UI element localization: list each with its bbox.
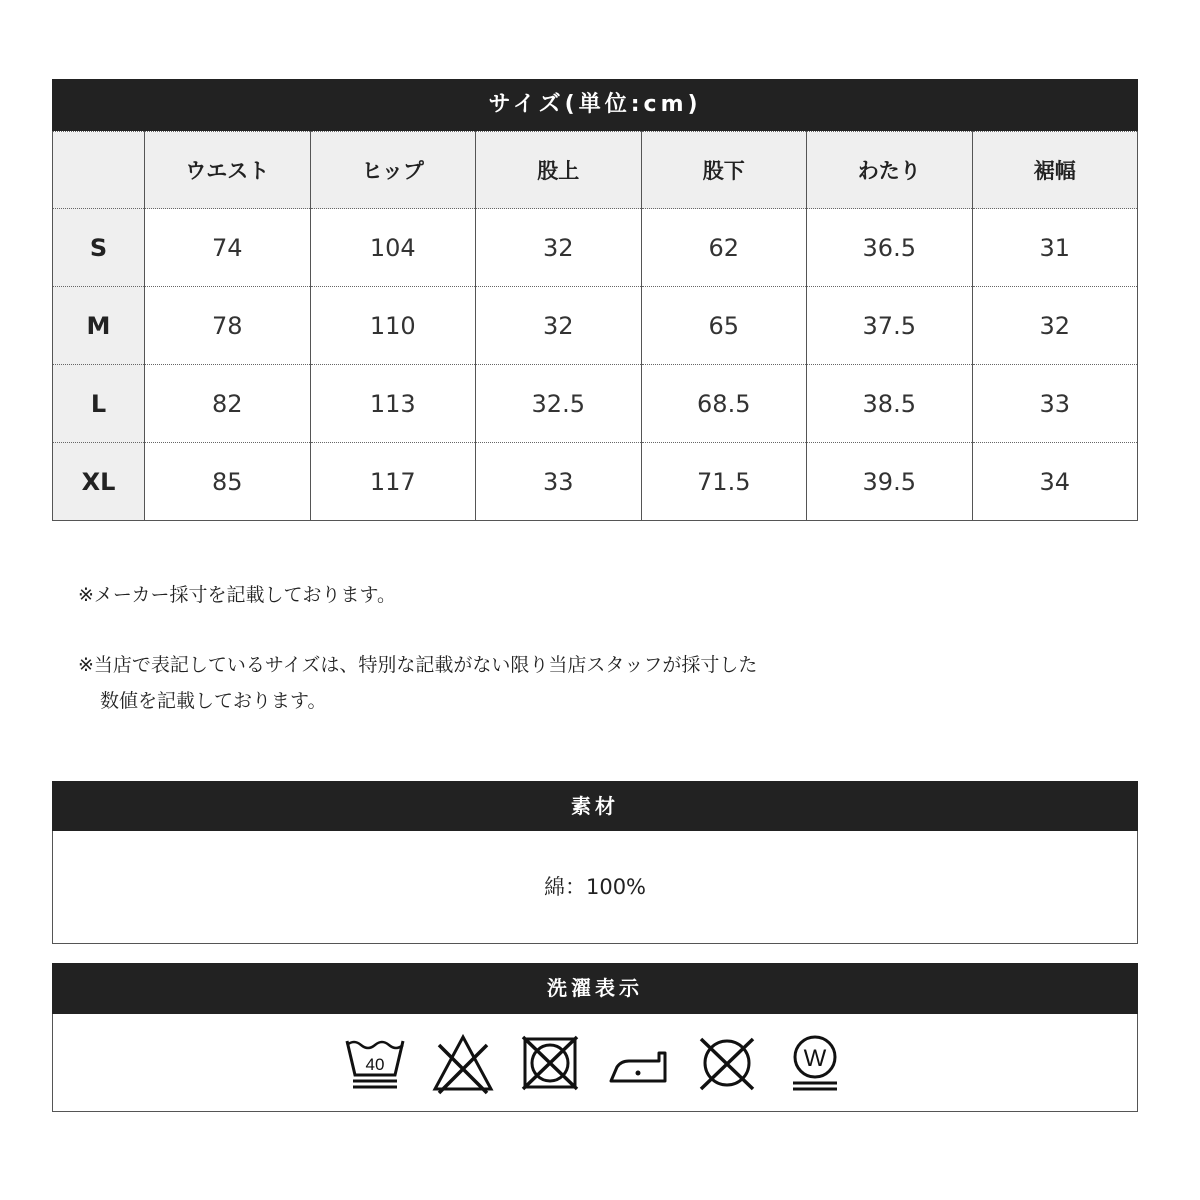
material-title: 素材 [52,781,1138,831]
table-cell: 71.5 [641,443,807,521]
table-cell: 68.5 [641,365,807,443]
table-cell: 78 [145,287,311,365]
table-cell: 39.5 [807,443,973,521]
note-line: ※当店で表記しているサイズは、特別な記載がない限り当店スタッフが採寸した [78,654,758,676]
care-section [52,963,1138,1112]
iron-low-icon [607,1031,671,1095]
table-cell: 85 [145,443,311,521]
header-rise: 股上 [476,132,642,209]
table-cell: 37.5 [807,287,973,365]
header-hip: ヒップ [310,132,476,209]
table-cell: 31 [972,209,1138,287]
row-size-label: M [53,287,145,365]
header-thigh: わたり [807,132,973,209]
table-cell: 38.5 [807,365,973,443]
row-size-label: S [53,209,145,287]
wet-clean-letter: W [803,1044,827,1072]
table-row [53,287,1138,365]
size-table-section [52,79,1138,521]
size-table-title: サイズ(単位:cm) [52,79,1138,131]
header-waist: ウエスト [145,132,311,209]
no-dry-clean-icon [695,1031,759,1095]
material-value: 綿：100% [543,875,647,899]
table-cell: 74 [145,209,311,287]
table-row [53,443,1138,521]
table-cell: 117 [310,443,476,521]
header-hem-width: 裾幅 [972,132,1138,209]
header-inseam: 股下 [641,132,807,209]
wet-clean-gentle-icon [783,1031,847,1095]
table-cell: 33 [972,365,1138,443]
table-cell: 32.5 [476,365,642,443]
table-cell: 36.5 [807,209,973,287]
header-corner [53,132,145,209]
no-bleach-icon [431,1031,495,1095]
row-size-label: L [53,365,145,443]
note-line: 数値を記載しております。 [100,690,327,712]
care-icons [53,1014,1137,1111]
table-cell: 110 [310,287,476,365]
wash-temperature: 40 [365,1054,385,1074]
table-row [53,365,1138,443]
table-cell: 113 [310,365,476,443]
table-cell: 32 [476,287,642,365]
table-cell: 34 [972,443,1138,521]
table-cell: 33 [476,443,642,521]
table-cell: 32 [476,209,642,287]
table-cell: 32 [972,287,1138,365]
note-maker-measurement: ※メーカー採寸を記載しております。 [78,584,397,606]
note-store-measurement [78,647,757,719]
table-cell: 62 [641,209,807,287]
table-row [53,209,1138,287]
size-table-header-row [53,132,1138,209]
row-size-label: XL [53,443,145,521]
wash-tub-40-icon [343,1031,407,1095]
size-table [52,131,1138,521]
no-tumble-dry-icon [519,1031,583,1095]
table-cell: 104 [310,209,476,287]
table-cell: 82 [145,365,311,443]
care-title: 洗濯表示 [52,963,1138,1014]
table-cell: 65 [641,287,807,365]
material-section [52,781,1138,944]
